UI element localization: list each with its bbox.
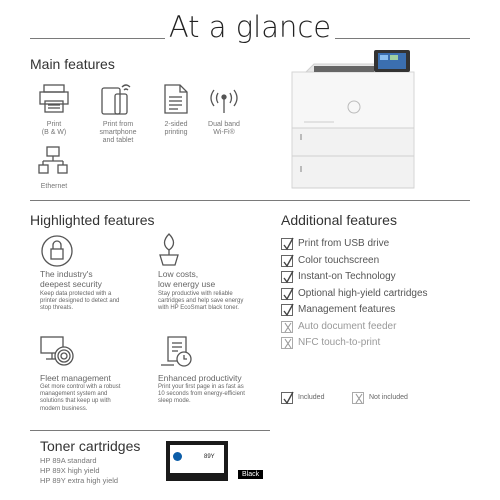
- header-rule-left: [30, 38, 165, 39]
- two-sided-document-icon: [163, 84, 189, 119]
- two-sided-label: 2-sided printing: [164, 121, 188, 136]
- x-icon: [281, 337, 293, 349]
- check-icon: [281, 271, 293, 283]
- page-title: At a glance: [168, 10, 332, 44]
- wifi-label: Dual band Wi-Fi®: [208, 121, 240, 136]
- energy-title: Low costs, low energy use: [158, 269, 216, 289]
- ethernet-label: Ethernet: [40, 183, 68, 190]
- legend-not-included: Not included: [352, 391, 408, 403]
- print-bw-label: Print (B & W): [41, 121, 67, 136]
- header-rule-right: [335, 38, 470, 39]
- check-icon: [281, 288, 293, 300]
- check-icon: [281, 238, 293, 250]
- productivity-desc: Print your first page in as fast as 10 seconds from energy-efficient sleep mode.: [158, 384, 245, 405]
- wifi-icon: [206, 84, 242, 119]
- check-icon: [281, 392, 293, 404]
- ethernet-icon: [38, 146, 68, 181]
- toner-89y: HP 89Y extra high yield: [40, 476, 119, 485]
- toner-rule: [30, 430, 270, 431]
- main-features-heading: Main features: [30, 56, 115, 72]
- feature-high-yield: Optional high-yield cartridges: [281, 287, 428, 299]
- toner-heading: Toner cartridges: [40, 438, 141, 454]
- hp-logo-icon: [173, 452, 182, 461]
- section-rule-top: [30, 200, 470, 201]
- smartphone-tablet-icon: [100, 80, 136, 121]
- productivity-title: Enhanced productivity: [158, 373, 242, 383]
- check-icon: [281, 255, 293, 267]
- security-title: The industry's deepest security: [40, 269, 102, 289]
- productivity-clock-icon: [160, 335, 194, 374]
- feature-adf: Auto document feeder: [281, 320, 396, 332]
- toner-box-image: [166, 441, 228, 481]
- additional-features-heading: Additional features: [281, 212, 397, 228]
- fleet-desc: Get more control with a robust management system and solutions that keep up with modern business.: [40, 384, 121, 412]
- security-desc: Keep data protected with a printer designed to detect and stop threats.: [40, 291, 120, 312]
- feature-instant-on: Instant-on Technology: [281, 270, 396, 282]
- lock-icon: [40, 234, 74, 273]
- toner-box-code: 89Y: [204, 454, 215, 460]
- toner-89a: HP 89A standard: [40, 456, 97, 465]
- leaf-energy-icon: [158, 233, 180, 272]
- highlighted-features-heading: Highlighted features: [30, 212, 155, 228]
- toner-89x: HP 89X high yield: [40, 466, 100, 475]
- x-icon: [352, 392, 364, 404]
- fleet-title: Fleet management: [40, 373, 111, 383]
- print-smartphone-label: Print from smartphone and tablet: [99, 121, 137, 144]
- feature-usb-drive: Print from USB drive: [281, 237, 389, 249]
- x-icon: [281, 321, 293, 333]
- printer-image: [286, 50, 426, 197]
- feature-nfc: NFC touch-to-print: [281, 336, 380, 348]
- fleet-management-icon: [40, 335, 74, 374]
- feature-management: Management features: [281, 303, 395, 315]
- check-icon: [281, 304, 293, 316]
- legend-included: Included: [281, 391, 324, 403]
- printer-icon: [38, 84, 70, 119]
- feature-color-touchscreen: Color touchscreen: [281, 254, 379, 266]
- black-label: Black: [238, 470, 263, 479]
- energy-desc: Stay productive with reliable cartridges and help save energy with HP EcoSmart black toner.: [158, 291, 244, 312]
